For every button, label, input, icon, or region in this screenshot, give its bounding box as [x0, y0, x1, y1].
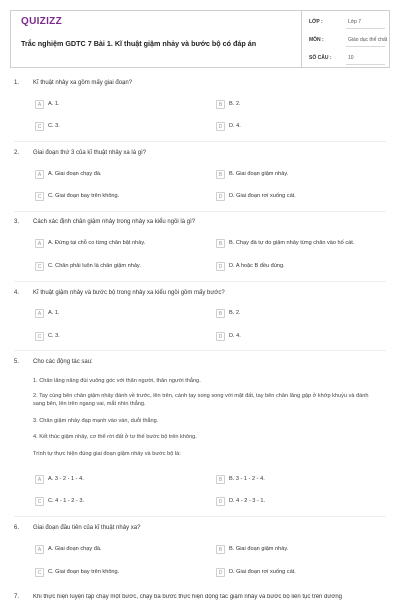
question-text: Giai đoạn thứ 3 của kĩ thuật nhảy xa là gì? [33, 150, 147, 156]
meta-value: 10 [348, 55, 354, 61]
option-text: B. Giai đoạn giậm nhảy. [229, 546, 289, 552]
option-c[interactable] [35, 262, 205, 273]
meta-value: Giáo dục thể chất [348, 37, 388, 43]
option-b[interactable] [216, 309, 386, 320]
option-letter-box: D [216, 262, 225, 271]
option-a[interactable] [35, 545, 205, 556]
option-text: D. 4. [229, 333, 241, 339]
meta-divider [346, 64, 385, 65]
option-c[interactable] [35, 568, 205, 579]
option-b[interactable] [216, 545, 386, 556]
option-letter-box: A [35, 100, 44, 109]
option-letter-box: C [35, 332, 44, 341]
option-d[interactable] [216, 192, 386, 203]
question-number: 3. [14, 219, 20, 225]
option-letter-box: B [216, 100, 225, 109]
worksheet-header [10, 10, 390, 68]
option-d[interactable] [216, 262, 386, 273]
option-text: A. Đứng tại chỗ co từng chân bật nhảy. [48, 240, 146, 246]
option-letter-box: A [35, 309, 44, 318]
option-b[interactable] [216, 475, 386, 486]
option-text: A. 1. [48, 101, 60, 107]
option-text: D. 4. [229, 123, 241, 129]
question-number: 1. [14, 80, 20, 86]
statement-line: 3. Chân giậm nhảy đạp mạnh vào ván, duỗi thẳng. [33, 418, 159, 424]
option-letter-box: C [35, 192, 44, 201]
option-letter-box: C [35, 497, 44, 506]
meta-row-class [302, 14, 391, 28]
quizizz-logo: QUIZIZZ [21, 16, 62, 27]
question-number: 2. [14, 150, 20, 156]
option-text: D. Giai đoạn rơi xuống cát. [229, 193, 296, 199]
question-number: 5. [14, 359, 20, 365]
meta-label: MÔN : [309, 37, 324, 43]
option-letter-box: D [216, 568, 225, 577]
option-text: D. Giai đoạn rơi xuống cát. [229, 569, 296, 575]
question-text: Giai đoạn đầu tiên của kĩ thuật nhảy xa? [33, 525, 141, 531]
option-letter-box: B [216, 475, 225, 484]
option-text: A. Giai đoạn chạy đà. [48, 171, 102, 177]
option-letter-box: B [216, 545, 225, 554]
meta-value: Lớp 7 [348, 19, 362, 25]
option-text: D. 4 - 2 - 3 - 1. [229, 498, 266, 504]
option-a[interactable] [35, 309, 205, 320]
option-a[interactable] [35, 170, 205, 181]
option-letter-box: C [35, 122, 44, 131]
option-letter-box: D [216, 192, 225, 201]
question-text: Cho các động tác sau: [33, 359, 93, 365]
option-text: C. Giai đoạn bay trên không. [48, 193, 120, 199]
question-divider [14, 211, 386, 212]
question-text: Kĩ thuật nhảy xa gồm mấy giai đoạn? [33, 80, 133, 86]
option-letter-box: B [216, 239, 225, 248]
option-a[interactable] [35, 100, 205, 111]
option-a[interactable] [35, 475, 205, 486]
statement-line: Trình tự thực hiện đúng giai đoạn giậm nhảy và bước bộ là: [33, 451, 181, 457]
option-text: D. A hoặc B đều đúng. [229, 263, 285, 269]
meta-row-subject [302, 32, 391, 46]
option-text: C. 3. [48, 123, 60, 129]
question-number: 7. [14, 594, 20, 600]
question-text: Cách xác định chân giậm nhảy trong nhảy xa kiểu ngồi là gì? [33, 219, 196, 225]
option-c[interactable] [35, 332, 205, 343]
question-divider [14, 141, 386, 142]
meta-divider [346, 46, 385, 47]
option-letter-box: A [35, 239, 44, 248]
question-text: Kĩ thuật giậm nhảy và bước bộ trong nhảy xa kiểu ngồi gồm mấy bước? [33, 290, 225, 296]
option-text: B. 2. [229, 101, 241, 107]
statement-line: 1. Chân lăng nâng đùi vuông góc với thân người, thân người thẳng. [33, 378, 201, 384]
question-number: 4. [14, 290, 20, 296]
statement-line: 4. Kết thúc giậm nhảy, cơ thể rời đất ở tư thế bước bộ trên không. [33, 434, 197, 440]
meta-label: SỐ CÂU : [309, 55, 332, 61]
option-letter-box: B [216, 309, 225, 318]
option-text: C. 3. [48, 333, 60, 339]
option-letter-box: D [216, 332, 225, 341]
option-text: C. 4 - 1 - 2 - 3. [48, 498, 85, 504]
option-letter-box: A [35, 170, 44, 179]
option-letter-box: A [35, 475, 44, 484]
option-letter-box: A [35, 545, 44, 554]
question-divider [14, 350, 386, 351]
option-text: C. Giai đoạn bay trên không. [48, 569, 120, 575]
option-text: B. Chạy đà tự do giậm nhảy từng chân vào hố cát. [229, 240, 355, 246]
option-letter-box: C [35, 568, 44, 577]
option-letter-box: B [216, 170, 225, 179]
option-b[interactable] [216, 239, 386, 250]
option-text: B. 2. [229, 310, 241, 316]
option-text: A. Giai đoạn chạy đà. [48, 546, 102, 552]
option-b[interactable] [216, 170, 386, 181]
option-text: B. Giai đoạn giậm nhảy. [229, 171, 289, 177]
option-c[interactable] [35, 192, 205, 203]
option-text: A. 3 - 2 - 1 - 4. [48, 476, 84, 482]
option-d[interactable] [216, 497, 386, 508]
option-c[interactable] [35, 122, 205, 133]
option-c[interactable] [35, 497, 205, 508]
question-text: Khi thực hiện luyện tập chạy một bước, chạy ba bước thực hiện động tác giậm nhảy và bước bộ liên tục trên đường [33, 594, 343, 600]
meta-label: LỚP : [309, 19, 323, 25]
option-d[interactable] [216, 122, 386, 133]
option-text: B. 3 - 1 - 2 - 4. [229, 476, 265, 482]
option-letter-box: D [216, 122, 225, 131]
option-d[interactable] [216, 332, 386, 343]
option-text: C. Chân phải luôn là chân giậm nhảy. [48, 263, 141, 269]
statement-line: 2. Tay cùng bên chân giậm nhảy đánh về trước, lên trên, cánh tay song song với mặt đất, tay bên chân lăng gập ở khớp khuỷu và đánh sang bên, lên trên ngang vai, mắt nhìn thẳng. [33, 393, 369, 407]
question-divider [14, 516, 386, 517]
option-text: A. 1. [48, 310, 60, 316]
option-letter-box: D [216, 497, 225, 506]
meta-divider [346, 28, 385, 29]
question-number: 6. [14, 525, 20, 531]
worksheet-meta [301, 11, 390, 67]
question-divider [14, 281, 386, 282]
option-letter-box: C [35, 262, 44, 271]
option-d[interactable] [216, 568, 386, 579]
option-a[interactable] [35, 239, 205, 250]
worksheet-title: Trắc nghiệm GDTC 7 Bài 1. Kĩ thuật giậm nhảy và bước bộ có đáp án [21, 39, 257, 48]
meta-row-count [302, 50, 391, 64]
option-b[interactable] [216, 100, 386, 111]
